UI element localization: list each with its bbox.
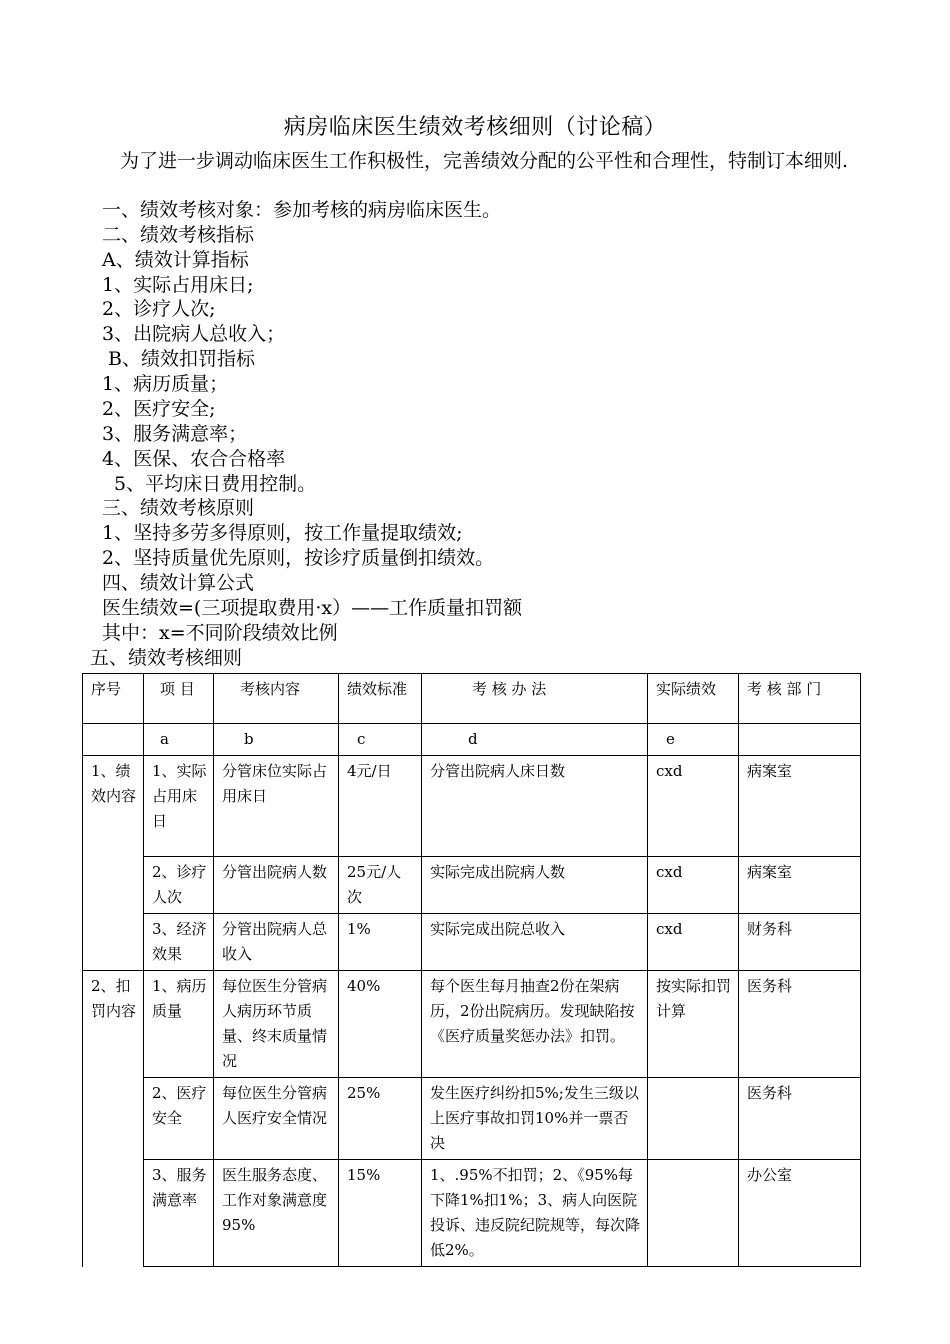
department-cell: 财务科 <box>739 914 861 971</box>
standard-cell: 25% <box>339 1078 422 1160</box>
header-cell: 考核内容 <box>214 674 339 724</box>
section-line: 1、病历质量； <box>102 373 229 395</box>
actual-cell: cxd <box>648 914 739 971</box>
item-cell: 1、实际占用床日 <box>144 756 214 857</box>
section-line: 2、坚持质量优先原则，按诊疗质量倒扣绩效。 <box>102 547 495 569</box>
section-line: A、绩效计算指标 <box>102 249 249 271</box>
item-cell: 1、病历质量 <box>144 971 214 1078</box>
document-title: 病房临床医生绩效考核细则（讨论稿） <box>283 115 667 140</box>
assessment-table <box>82 673 861 1267</box>
item-cell: 3、服务满意率 <box>144 1160 214 1267</box>
method-cell: 分管出院病人床日数 <box>422 756 648 857</box>
letter-cell: c <box>339 724 422 756</box>
content-cell: 分管床位实际占用床日 <box>214 756 339 857</box>
table-row <box>83 1078 861 1160</box>
letter-cell: d <box>422 724 648 756</box>
header-cell: 考 核 办 法 <box>422 674 648 724</box>
method-cell: 1、.95%不扣罚；2、《95%每下降1%扣1%；3、病人向医院投诉、违反院纪院规等，每次降低2%。 <box>422 1160 648 1267</box>
section-line: 3、出院病人总收入； <box>102 323 286 345</box>
header-cell: 绩效标准 <box>339 674 422 724</box>
section-line: 五、绩效考核细则 <box>90 647 243 669</box>
letter-cell: a <box>144 724 214 756</box>
standard-cell: 15% <box>339 1160 422 1267</box>
header-cell: 实际绩效 <box>648 674 739 724</box>
section-line: 其中：x=不同阶段绩效比例 <box>102 622 338 644</box>
actual-cell: cxd <box>648 857 739 914</box>
content-cell: 每位医生分管病人医疗安全情况 <box>214 1078 339 1160</box>
method-cell: 实际完成出院病人数 <box>422 857 648 914</box>
section-line: B、绩效扣罚指标 <box>108 348 255 370</box>
header-cell: 考 核 部 门 <box>739 674 861 724</box>
section-line: 一、绩效考核对象：参加考核的病房临床医生。 <box>102 199 502 221</box>
group-label-cell: 2、扣罚内容 <box>83 971 144 1267</box>
letter-cell: b <box>214 724 339 756</box>
intro-paragraph: 为了进一步调动临床医生工作积极性，完善绩效分配的公平性和合理性，特制订本细则. <box>120 150 849 172</box>
section-line: 1、坚持多劳多得原则，按工作量提取绩效; <box>102 522 463 544</box>
department-cell: 病案室 <box>739 756 861 857</box>
item-cell: 2、诊疗人次 <box>144 857 214 914</box>
table-row <box>83 914 861 971</box>
standard-cell: 40% <box>339 971 422 1078</box>
item-cell: 3、经济效果 <box>144 914 214 971</box>
section-line: 四、绩效计算公式 <box>102 572 255 594</box>
table-row <box>83 756 861 857</box>
method-cell: 发生医疗纠纷扣5%;发生三级以上医疗事故扣罚10%并一票否决 <box>422 1078 648 1160</box>
section-line: 医生绩效=(三项提取费用·x）——工作质量扣罚额 <box>102 597 523 619</box>
standard-cell: 1% <box>339 914 422 971</box>
section-line: 3、服务满意率； <box>102 423 248 445</box>
section-line: 4、医保、农合合格率 <box>102 448 286 470</box>
section-line: 二、绩效考核指标 <box>102 224 255 246</box>
actual-cell: 按实际扣罚计算 <box>648 971 739 1078</box>
section-line: 2、诊疗人次; <box>102 298 216 320</box>
content-cell: 每位医生分管病人病历环节质量、终末质量情况 <box>214 971 339 1078</box>
actual-cell <box>648 1078 739 1160</box>
section-line: 三、绩效考核原则 <box>102 497 255 519</box>
content-cell: 分管出院病人总收入 <box>214 914 339 971</box>
section-line: 5、平均床日费用控制。 <box>114 473 317 495</box>
department-cell: 医务科 <box>739 1078 861 1160</box>
actual-cell: cxd <box>648 756 739 857</box>
standard-cell: 4元/日 <box>339 756 422 857</box>
table-header-row <box>83 674 861 724</box>
standard-cell: 25元/人次 <box>339 857 422 914</box>
table-row <box>83 971 861 1078</box>
table-row <box>83 857 861 914</box>
department-cell: 办公室 <box>739 1160 861 1267</box>
header-cell: 序号 <box>83 674 144 724</box>
letter-cell <box>83 724 144 756</box>
department-cell: 医务科 <box>739 971 861 1078</box>
method-cell: 实际完成出院总收入 <box>422 914 648 971</box>
letter-cell <box>739 724 861 756</box>
method-cell: 每个医生每月抽查2份在架病历，2份出院病历。发现缺陷按《医疗质量奖惩办法》扣罚。 <box>422 971 648 1078</box>
actual-cell <box>648 1160 739 1267</box>
department-cell: 病案室 <box>739 857 861 914</box>
table-row <box>83 1160 861 1267</box>
header-cell: 项 目 <box>144 674 214 724</box>
group-label-cell: 1、绩效内容 <box>83 756 144 971</box>
section-line: 2、医疗安全; <box>102 398 216 420</box>
content-cell: 医生服务态度、工作对象满意度95% <box>214 1160 339 1267</box>
item-cell: 2、医疗安全 <box>144 1078 214 1160</box>
letter-row <box>83 724 861 756</box>
section-line: 1、实际占用床日; <box>102 274 254 296</box>
letter-cell: e <box>648 724 739 756</box>
content-cell: 分管出院病人数 <box>214 857 339 914</box>
